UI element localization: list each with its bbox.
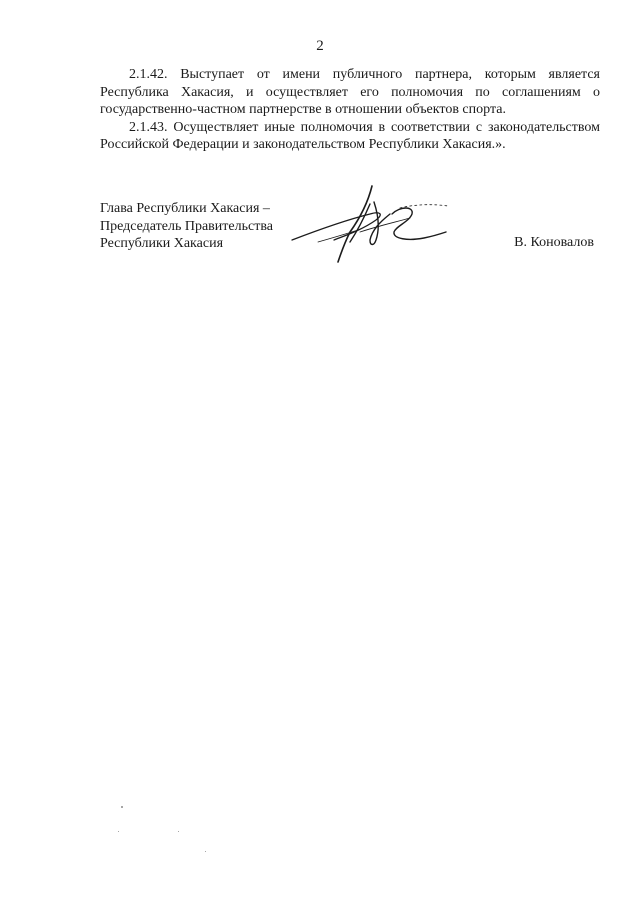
paragraph-2-1-42: 2.1.42. Выступает от имени публичного партнера, которым является Республика Хакасия, и осуществляет его полномочия по соглашениям о государственно-частном партнерстве в отношении объектов спорта. [100, 67, 600, 117]
page-number: 2 [316, 38, 324, 54]
signer-title [100, 200, 273, 253]
document-body [100, 66, 600, 154]
handwritten-signature [288, 184, 458, 268]
signer-title-line: Республики Хакасия [100, 236, 224, 251]
scan-speck [121, 806, 123, 808]
signer-title-line: Глава Республики Хакасия – [100, 201, 270, 216]
paragraph-2-1-43: 2.1.43. Осуществляет иные полномочия в соответствии с законодательством Российской Федерации и законодательством Республики Хакасия.». [100, 119, 600, 152]
signer-name: В. Коновалов [514, 235, 594, 250]
scan-speck [118, 831, 119, 832]
signer-title-line: Председатель Правительства [100, 218, 273, 234]
scan-speck [205, 851, 206, 852]
signature-block [100, 200, 600, 280]
scan-speck [178, 831, 179, 832]
